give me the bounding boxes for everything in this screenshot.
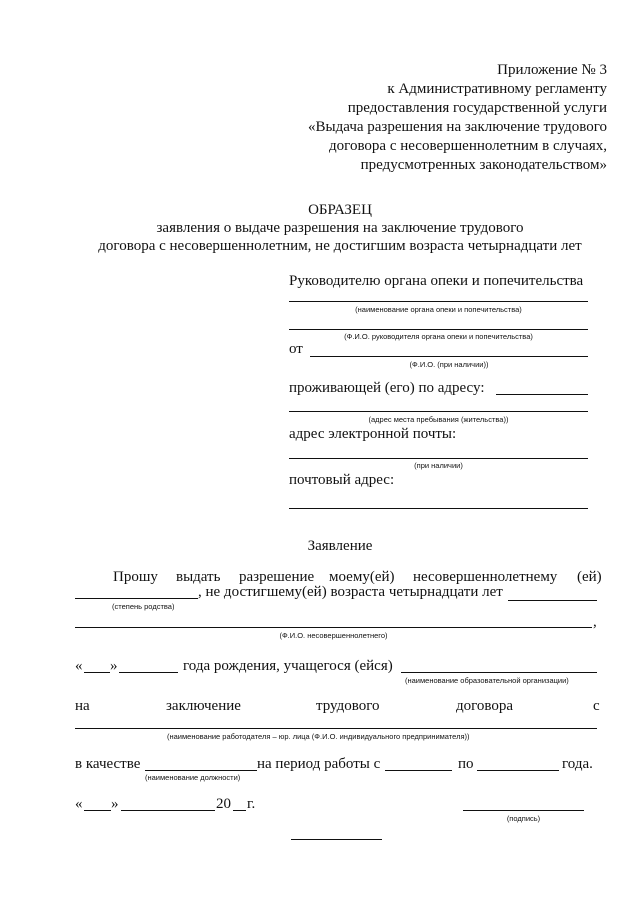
word-labor: трудового [316,698,380,714]
minor-name-line[interactable] [75,627,592,628]
word-vydat: выдать [176,569,221,585]
appendix-regulation: к Административному регламенту [387,81,607,97]
date-open-quote: « [75,796,83,812]
after-age-line[interactable] [508,600,597,601]
word-contract: договора [456,698,514,714]
position-line[interactable] [145,770,257,771]
appendix-number: Приложение № 3 [497,62,607,78]
word-ey: (ей) [577,569,602,585]
hint-position: (наименование должности) [145,773,241,782]
birth-text: года рождения, учащегося (ейся) [183,658,393,674]
hint-minor-name: (Ф.И.О. несовершеннолетнего) [279,631,388,640]
word-s: с [593,698,600,714]
email-line[interactable] [289,458,588,459]
kinship-line[interactable] [75,598,198,599]
appendix-title-2: договора с несовершеннолетним в случаях, [329,138,607,154]
school-line[interactable] [401,672,597,673]
hint-organ: (наименование органа опеки и попечительства) [355,305,522,314]
hint-address: (адрес места пребывания (жительства)) [368,415,509,424]
date-day-line[interactable] [84,810,111,811]
appendix-title-3: предусмотренных законодательством» [360,157,607,173]
from-name-line[interactable] [310,356,588,357]
from-label: от [289,341,303,357]
footer-separator [291,839,382,840]
word-prosh: Прошу [113,569,158,585]
address-line-1[interactable] [496,394,588,395]
word-na: на [75,698,90,714]
residing-label: проживающей (его) по адресу: [289,380,485,396]
appendix-service: предоставления государственной услуги [347,100,607,116]
birth-day-line[interactable] [84,672,110,673]
hint-kinship: (степень родства) [112,602,175,611]
date-close-quote: » [111,796,119,812]
employer-line[interactable] [75,728,597,729]
date-year-suffix: г. [247,796,256,812]
signature-line[interactable] [463,810,584,811]
date-year-line[interactable] [233,810,246,811]
hint-head: (Ф.И.О. руководителя органа опеки и попечительства) [344,332,533,341]
postal-line[interactable] [289,508,588,509]
date-year-prefix: 20 [216,796,231,812]
period-to-line[interactable] [477,770,559,771]
minor-name-comma: , [593,614,597,630]
year-label: года. [562,756,593,772]
statement-heading: Заявление [307,538,373,554]
email-label: адрес электронной почты: [289,426,457,442]
sample-subtitle-2: договора с несовершеннолетним, не достигшим возраста четырнадцати лет [98,238,582,254]
to-label: по [458,756,474,772]
sample-subtitle-1: заявления о выдаче разрешения на заключение трудового [156,220,524,236]
as-label: в качестве [75,756,141,772]
address-line-2[interactable] [289,411,588,412]
birth-year-line[interactable] [119,672,178,673]
hint-email: (при наличии) [414,461,463,470]
word-my: моему(ей) [329,569,395,585]
period-from-line[interactable] [385,770,452,771]
organ-name-line[interactable] [289,301,588,302]
date-month-line[interactable] [121,810,215,811]
birth-open-quote: « [75,658,83,674]
hint-school: (наименование образовательной организации) [405,676,569,685]
birth-close-quote: » [110,658,118,674]
word-minor: несовершеннолетнему [413,569,558,585]
period-label: на период работы с [257,756,381,772]
word-permission: разрешение [239,569,315,585]
not-reached-text: , не достигшему(ей) возраста четырнадцати лет [198,584,503,600]
hint-from: (Ф.И.О. (при наличии)) [409,360,489,369]
hint-employer: (наименование работодателя – юр. лица (Ф.И.О. индивидуального предпринимателя)) [167,732,470,741]
sample-title: ОБРАЗЕЦ [308,202,372,218]
postal-label: почтовый адрес: [289,472,395,488]
head-name-line[interactable] [289,329,588,330]
addressee-to: Руководителю органа опеки и попечительства [289,273,584,289]
word-conclusion: заключение [166,698,241,714]
hint-signature: (подпись) [506,814,541,823]
appendix-title-1: «Выдача разрешения на заключение трудового [308,119,607,135]
